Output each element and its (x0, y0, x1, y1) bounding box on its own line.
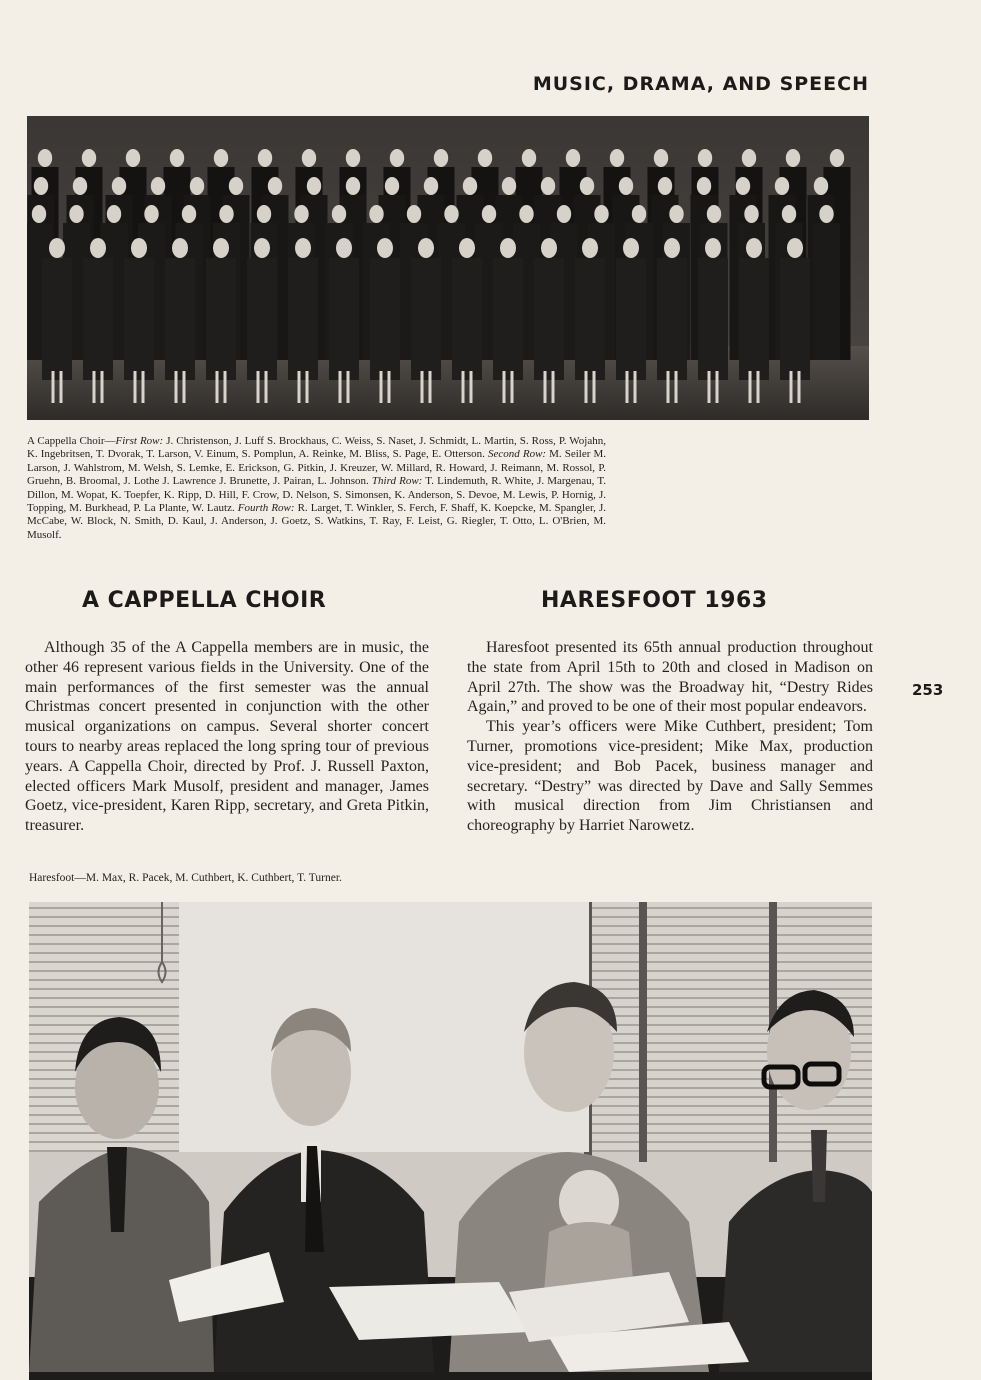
caption-text: J. Christenson, J. Luff S. Brockhaus, C. Weiss, S. Naset, J. Schmidt, L. Martin, S. Ross, P. Wojahn, K. Ingebritsen, T. Dvorak, T. Larson, V. Einum, S. Pomplun, A. Reinke, M. Bliss, S. Page, E. Otterson. (27, 435, 606, 461)
choir-paragraph: Although 35 of the A Cappella members are in music, the other 46 represent various fields in the University. One of the main performances of the first semester was the annual Christmas concert presented in conjunction with the other musical organizations on campus. Several shorter concert tours to nearby areas replaced the long spring tour of previous years. A Cappella Choir, directed by Prof. J. Russell Paxton, elected officers Mark Musolf, president and manager, James Goetz, vice-president, Karen Ripp, secretary, and Greta Pitkin, treasurer. (25, 639, 429, 835)
row-label: Third Row: (371, 475, 423, 488)
choir-caption (27, 435, 606, 542)
caption-text: R. Larget, T. Winkler, S. Ferch, F. Shaff, K. Koepcke, M. Spangler, J. McCabe, W. Block, N. Smith, D. Kaul, J. Anderson, J. Goetz, S. Watkins, T. Ray, F. Leist, G. Riegler, T. Otto, L. O'Brien, M. Musolf. (27, 502, 606, 541)
choir-article (25, 638, 429, 836)
choir-group-photo (27, 116, 869, 420)
haresfoot-headline: HARESFOOT 1963 (541, 588, 768, 613)
choir-headline: A CAPPELLA CHOIR (82, 588, 327, 613)
row-label: First Row: (115, 435, 164, 447)
haresfoot-paragraph: This year’s officers were Mike Cuthbert, president; Tom Turner, promotions vice-president; Mike Max, production vice-president; and Bob Pacek, business manager and secretary. “Destry” was directed by Dave and Sally Semmes with musical direction from Jim Christiansen and choreography by Harriet Narowetz. (467, 718, 873, 835)
caption-text: A Cappella Choir— (27, 435, 116, 447)
row-label: Second Row: (488, 448, 547, 461)
caption-text: T. Lindemuth, R. White, J. Margenau, T. Dillon, M. Wopat, K. Toepfer, K. Ripp, D. Hill, F. Crow, D. Nelson, S. Simonsen, K. Anderson, S. Devoe, M. Lewis, P. Hornig, J. Topping, M. Burkhead, P. La Plante, W. Lautz. (27, 475, 607, 515)
row-label: Fourth Row: (237, 502, 295, 515)
caption-text: M. Seiler M. Larson, J. Wahlstrom, M. Welsh, S. Lemke, E. Erickson, G. Pitkin, J. Kreuzer, W. Millard, R. Howard, J. Reimann, M. Rossol, P. Gruehn, B. Broomal, J. Lothe J. Lawrence J. Brunette, J. Pairan, L. Johnson. (27, 448, 607, 488)
haresfoot-article (467, 638, 873, 836)
haresfoot-officers-photo (29, 902, 872, 1380)
haresfoot-caption: Haresfoot—M. Max, R. Pacek, M. Cuthbert, K. Cuthbert, T. Turner. (29, 872, 342, 884)
section-header: MUSIC, DRAMA, AND SPEECH (532, 73, 869, 95)
page-number: 253 (912, 681, 944, 699)
haresfoot-paragraph: Haresfoot presented its 65th annual production throughout the state from April 15th to 20th and closed in Madison on April 27th. The show was the Broadway hit, “Destry Rides Again,” and proved to be one of their most popular endeavors. (467, 639, 873, 716)
